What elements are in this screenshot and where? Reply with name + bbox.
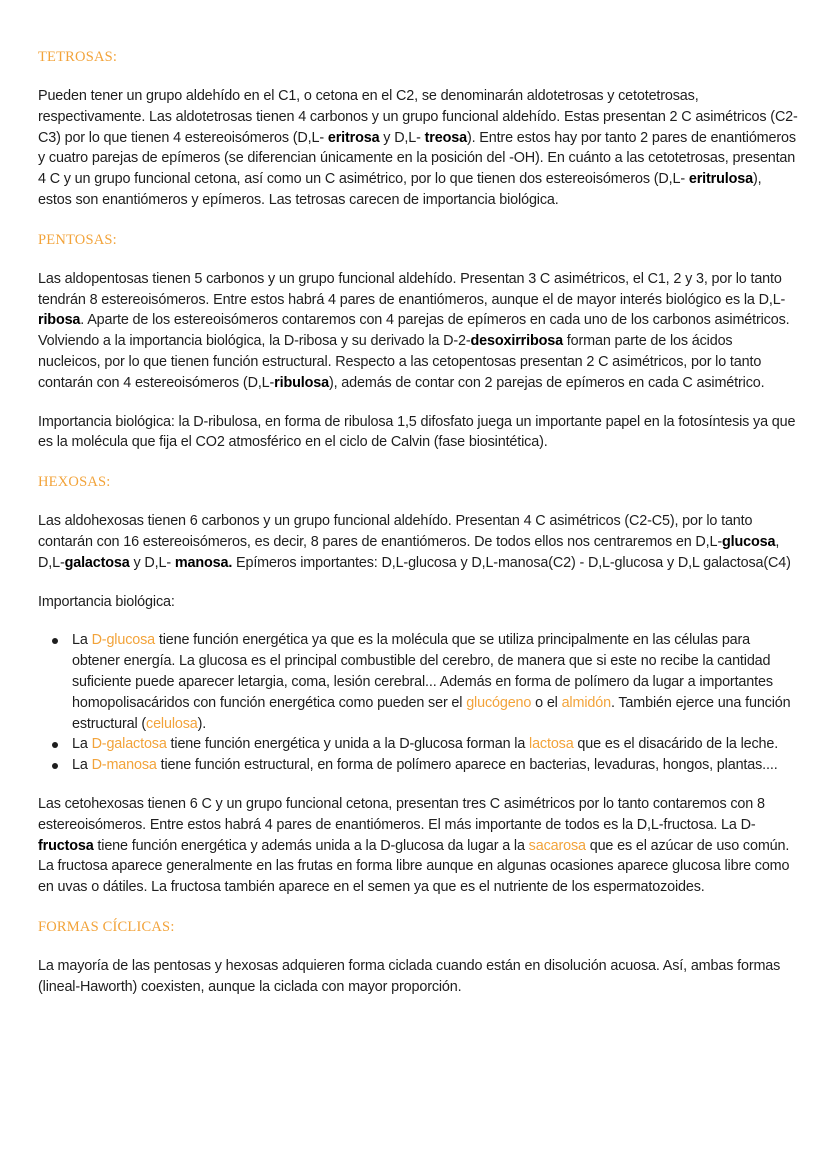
paragraph bbox=[38, 269, 798, 394]
document-page bbox=[38, 46, 798, 1016]
highlighted-term: D-galactosa bbox=[91, 736, 167, 753]
text-run: y D,L- bbox=[379, 129, 425, 146]
section-heading: TETROSAS: bbox=[38, 49, 118, 65]
highlighted-term: sacarosa bbox=[528, 837, 586, 854]
text-run: , D,L- bbox=[38, 533, 780, 571]
paragraph bbox=[38, 511, 798, 573]
text-run: ). bbox=[197, 715, 207, 732]
bold-term: eritrosa bbox=[327, 129, 380, 146]
text-run: Las aldohexosas tienen 6 carbonos y un grupo funcional aldehído. Presentan 4 C asimétricos (C2-C5), por lo tanto contarán con 16 estereoisómeros, es decir, 8 pares de enantiómeros. De todos ellos nos centraremos en D,L- bbox=[38, 513, 753, 550]
section-heading: HEXOSAS: bbox=[38, 474, 111, 491]
text-run: tiene función energética y unida a la D-glucosa forman la bbox=[166, 736, 530, 753]
text-run: o el bbox=[531, 694, 562, 711]
list-item bbox=[72, 755, 798, 776]
text-run: Las aldopentosas tienen 5 carbonos y un grupo funcional aldehído. Presentan 3 C asimétricos, el C1, 2 y 3, por lo tanto tendrán 8 estereoisómeros. Entre estos habrá 4 pares de enantiómeros, aunque el de mayor interés biológico es la D,L- bbox=[38, 270, 786, 308]
highlighted-term: D-manosa bbox=[91, 757, 157, 774]
section-heading: FORMAS CÍCLICAS: bbox=[38, 918, 175, 935]
bold-term: desoxirribosa bbox=[470, 333, 563, 350]
paragraph bbox=[38, 86, 798, 211]
highlighted-term: D-glucosa bbox=[91, 632, 155, 649]
paragraph bbox=[38, 412, 798, 454]
text-run: Importancia biológica: bbox=[38, 593, 175, 610]
text-run: Epímeros importantes: D,L-glucosa y D,L-manosa(C2) - D,L-glucosa y D,L galactosa(C4) bbox=[232, 554, 791, 571]
text-run: Importancia biológica: la D-ribulosa, en forma de ribulosa 1,5 difosfato juega un importante papel en la fotosíntesis ya que es la molécula que fija el CO2 atmosférico en el ciclo de Calvin (fase biosintética). bbox=[38, 413, 796, 451]
text-run: que es el disacárido de la leche. bbox=[573, 736, 779, 753]
text-run: Pueden tener un grupo aldehído en el C1, o cetona en el C2, se denominarán aldotetrosas y cetotetrosas, respectivamente. Las aldotetrosas tienen 4 carbonos y un grupo funcional aldehído. Estas presentan 2 C asimétricos (C2-C3) por lo que tienen 4 estereoisómeros (D,L- bbox=[38, 88, 798, 146]
bold-term: ribulosa bbox=[274, 374, 329, 391]
text-run: ), estos son enantiómeros y epímeros. Las tetrosas carecen de importancia biológica. bbox=[38, 171, 762, 208]
text-run: tiene función estructural, en forma de polímero aparece en bacterias, levaduras, hongos, plantas.... bbox=[156, 757, 778, 774]
highlighted-term: almidón bbox=[561, 694, 611, 711]
text-run: La mayoría de las pentosas y hexosas adquieren forma ciclada cuando están en disolución acuosa. Así, ambas formas (lineal-Haworth) coexisten, aunque la ciclada con mayor proporción. bbox=[38, 957, 781, 995]
text-run: forman parte de los ácidos nucleicos, por lo que tienen función estructural. Respecto a las cetopentosas presentan 2 C asimétricos, por lo tanto contarán con 4 estereoisómeros (D,L- bbox=[38, 333, 762, 391]
bold-term: galactosa bbox=[64, 554, 130, 571]
highlighted-term: lactosa bbox=[529, 736, 574, 753]
highlighted-term: celulosa bbox=[146, 715, 198, 732]
text-run: La bbox=[72, 736, 92, 753]
text-run: . También ejerce una función estructural ( bbox=[72, 694, 791, 732]
text-run: ). Entre estos hay por tanto 2 pares de enantiómeros y cuatro parejas de epímeros (se diferencian únicamente en la posición del -OH). En cuánto a las cetotetrosas, presentan 4 C y un grupo funcional cetona, así como un C asimétrico, por lo que tienen dos estereoisómeros (D,L- bbox=[38, 129, 796, 188]
bold-term: manosa. bbox=[174, 554, 233, 571]
bold-term: eritrulosa bbox=[688, 171, 753, 188]
text-run: que es el azúcar de uso común. La fructosa aparece generalmente en las frutas en forma libre aunque en algunas ocasiones aparece glucosa libre como en uvas o dátiles. La fructosa también aparece en el semen ya que es el nutriente de los espermatozoides. bbox=[38, 837, 790, 896]
bold-term: ribosa bbox=[38, 312, 81, 329]
bold-term: fructosa bbox=[38, 837, 94, 854]
text-run: Las cetohexosas tienen 6 C y un grupo funcional cetona, presentan tres C asimétricos por lo tanto contaremos con 8 estereoisómeros. Entre estos habrá 4 pares de enantiómeros. El más importante de todos es la D,L-fructosa. La D- bbox=[38, 795, 765, 833]
list-item bbox=[72, 734, 798, 755]
paragraph bbox=[38, 794, 798, 898]
paragraph bbox=[38, 956, 798, 998]
text-run: La bbox=[72, 632, 92, 649]
text-run: La bbox=[72, 757, 92, 774]
bold-term: treosa bbox=[424, 129, 467, 146]
list-item bbox=[72, 630, 798, 734]
text-run: tiene función energética ya que es la molécula que se utiliza principalmente en las células para obtener energía. La glucosa es el principal combustible del cerebro, de manera que si este no recibe la cantidad suficiente puede aparecer letargia, coma, lesión cerebral... Además en forma de polímero da lugar a importantes homopolisacáridos con función energética como pueden ser el bbox=[72, 632, 773, 711]
highlighted-term: glucógeno bbox=[466, 694, 532, 711]
text-run: y D,L- bbox=[129, 554, 175, 571]
text-run: tiene función energética y además unida a la D-glucosa da lugar a la bbox=[93, 837, 529, 854]
text-run: . Aparte de los estereoisómeros contaremos con 4 parejas de epímeros en cada uno de los carbonos asimétricos. Volviendo a la importancia biológica, la D-ribosa y su derivado la D-2- bbox=[38, 312, 790, 350]
bullet-list bbox=[38, 630, 798, 776]
section-heading: PENTOSAS: bbox=[38, 231, 117, 248]
bold-term: glucosa bbox=[722, 533, 776, 550]
paragraph bbox=[38, 592, 798, 613]
text-run: ), además de contar con 2 parejas de epímeros en cada C asimétrico. bbox=[328, 374, 765, 391]
